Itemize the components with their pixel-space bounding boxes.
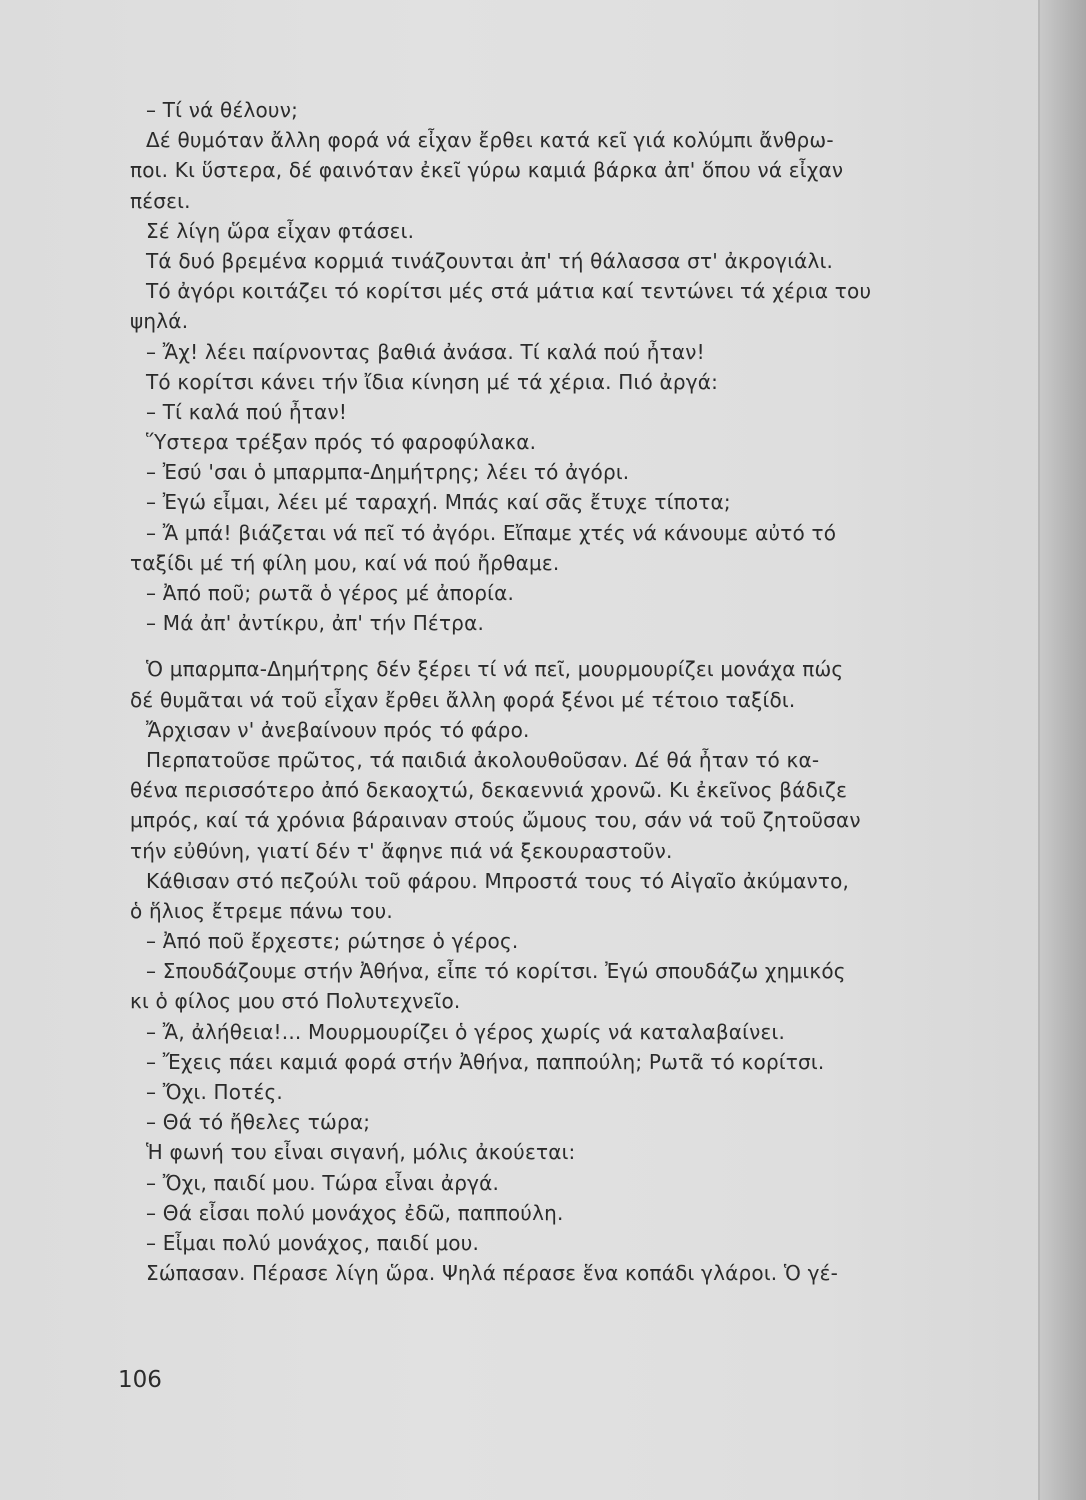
paragraph-group-b	[130, 654, 960, 1288]
text-line: – Ἄ μπά! βιάζεται νά πεῖ τό ἀγόρι. Εἴπαμε χτές νά κάνουμε αὐτό τό	[146, 520, 837, 545]
text-line: – Ἄχ! λέει παίρνοντας βαθιά ἀνάσα. Τί καλά πού ἦταν!	[146, 339, 705, 364]
text-line: – Θά τό ἤθελες τώρα;	[146, 1110, 371, 1135]
page-number: 106	[118, 1367, 162, 1393]
text-line: Ὁ μπαρμπα-Δημήτρης δέν ξέρει τί νά πεῖ, μουρμουρίζει μονάχα πώς	[146, 657, 844, 682]
text-line: τήν εὐθύνη, γιατί δέν τ' ἄφηνε πιά νά ξεκουραστοῦν.	[130, 838, 673, 863]
text-line: κι ὁ φίλος μου στό Πολυτεχνεῖο.	[130, 989, 461, 1014]
text-line: Σέ λίγη ὥρα εἶχαν φτάσει.	[146, 218, 415, 243]
body-text	[130, 95, 960, 1288]
text-line: – Τί καλά πού ἦταν!	[146, 399, 348, 424]
text-line: Σώπασαν. Πέρασε λίγη ὥρα. Ψηλά πέρασε ἕνα κοπάδι γλάροι. Ὁ γέ-	[146, 1261, 839, 1286]
text-line: – Ὄχι. Ποτές.	[146, 1080, 283, 1104]
text-line: πέσει.	[130, 188, 191, 213]
paragraph-gap	[130, 638, 960, 654]
page-edge	[1040, 0, 1086, 1500]
text-line: – Ὄχι, παιδί μου. Τώρα εἶναι ἀργά.	[146, 1170, 500, 1195]
text-line: – Ἔχεις πάει καμιά φορά στήν Ἀθήνα, παππούλη; Ρωτᾶ τό κορίτσι.	[146, 1049, 825, 1074]
text-line: – Θά εἶσαι πολύ μονάχος ἐδῶ, παππούλη.	[146, 1200, 564, 1225]
text-line: Δέ θυμόταν ἄλλη φορά νά εἶχαν ἔρθει κατά κεῖ γιά κολύμπι ἄνθρω-	[146, 128, 834, 153]
text-line: μπρός, καί τά χρόνια βάραιναν στούς ὤμους του, σάν νά τοῦ ζητοῦσαν	[130, 808, 861, 833]
paragraph-group-a	[130, 95, 960, 638]
text-line: Περπατοῦσε πρῶτος, τά παιδιά ἀκολουθοῦσαν. Δέ θά ἦταν τό κα-	[146, 747, 820, 772]
text-line: Κάθισαν στό πεζούλι τοῦ φάρου. Μπροστά τους τό Αἰγαῖο ἀκύμαντο,	[146, 868, 850, 893]
text-line: – Μά ἀπ' ἀντίκρυ, ἀπ' τήν Πέτρα.	[146, 611, 485, 636]
text-line: – Ἐσύ 'σαι ὁ μπαρμπα-Δημήτρης; λέει τό ἀγόρι.	[146, 460, 630, 485]
text-line: Ἄρχισαν ν' ἀνεβαίνουν πρός τό φάρο.	[146, 717, 530, 742]
text-line: – Ἄ, ἀλήθεια!... Μουρμουρίζει ὁ γέρος χωρίς νά καταλαβαίνει.	[146, 1019, 786, 1044]
text-line: – Σπουδάζουμε στήν Ἀθήνα, εἶπε τό κορίτσι. Ἐγώ σπουδάζω χημικός	[146, 959, 846, 984]
text-line: Ὕστερα τρέξαν πρός τό φαροφύλακα.	[146, 430, 537, 455]
text-line: δέ θυμᾶται νά τοῦ εἶχαν ἔρθει ἄλλη φορά ξένοι μέ τέτοιο ταξίδι.	[130, 687, 796, 712]
text-line: θένα περισσότερο ἀπό δεκαοχτώ, δεκαεννιά χρονῶ. Κι ἐκεῖνος βάδιζε	[130, 778, 848, 803]
text-line: Ἡ φωνή του εἶναι σιγανή, μόλις ἀκούεται:	[146, 1140, 576, 1165]
text-line: ποι. Κι ὕστερα, δέ φαινόταν ἐκεῖ γύρω καμιά βάρκα ἀπ' ὅπου νά εἶχαν	[130, 158, 844, 183]
text-line: – Ἐγώ εἶμαι, λέει μέ ταραχή. Μπάς καί σᾶς ἔτυχε τίποτα;	[146, 490, 731, 515]
text-line: – Τί νά θέλουν;	[146, 98, 299, 122]
text-line: ταξίδι μέ τή φίλη μου, καί νά πού ἤρθαμε.	[130, 550, 560, 575]
text-line: Τό ἀγόρι κοιτάζει τό κορίτσι μές στά μάτια καί τεντώνει τά χέρια του	[146, 279, 872, 304]
text-line: ὁ ἥλιος ἔτρεμε πάνω του.	[130, 898, 393, 923]
text-line: Τό κορίτσι κάνει τήν ἴδια κίνηση μέ τά χέρια. Πιό ἀργά:	[146, 369, 719, 394]
text-line: Τά δυό βρεμένα κορμιά τινάζουνται ἀπ' τή θάλασσα στ' ἀκρογιάλι.	[146, 248, 834, 273]
text-line: – Ἀπό ποῦ; ρωτᾶ ὁ γέρος μέ ἀπορία.	[146, 581, 515, 605]
text-line: ψηλά.	[130, 309, 189, 334]
text-line: – Εἶμαι πολύ μονάχος, παιδί μου.	[146, 1230, 480, 1255]
text-line: – Ἀπό ποῦ ἔρχεστε; ρώτησε ὁ γέρος.	[146, 929, 519, 954]
